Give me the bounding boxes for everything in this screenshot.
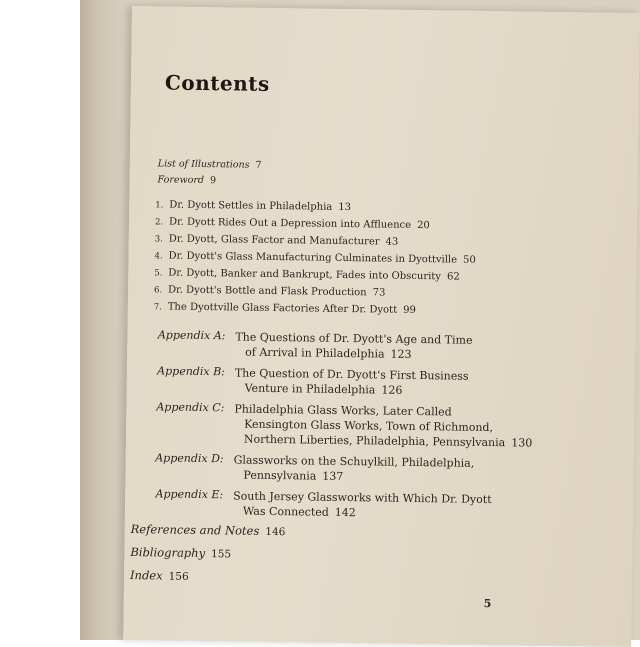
chapter-title: The Dyottville Glass Factories After Dr. Dyott <box>167 301 398 316</box>
appendix-entry <box>142 400 613 452</box>
appendix-entry <box>141 451 611 488</box>
appendix-line: The Question of Dr. Dyott's First Business <box>234 366 469 383</box>
front-matter-item <box>158 156 262 173</box>
appendix-text <box>233 452 573 487</box>
appendix-text <box>235 365 575 400</box>
chapter-number: 1. <box>155 200 164 211</box>
chapter-page: 20 <box>417 220 430 232</box>
appendix-line: Was Connected 142 <box>242 504 356 520</box>
appendix-line: of Arrival in Philadelphia 123 <box>245 345 412 361</box>
front-matter-label: Foreword <box>157 174 205 187</box>
back-matter-label: Index <box>129 568 163 583</box>
back-matter-label: References and Notes <box>130 522 260 538</box>
page-number: 5 <box>483 596 492 611</box>
back-matter-item <box>130 541 285 566</box>
front-matter-page: 7 <box>255 159 262 171</box>
chapter-number: 7. <box>153 302 162 313</box>
chapter-number: 5. <box>154 268 163 279</box>
chapter-title: Dr. Dyott Rides Out a Depression into Affluence <box>168 216 412 231</box>
appendix-list <box>141 328 614 530</box>
appendix-entry <box>143 328 613 365</box>
back-matter-item <box>130 564 285 589</box>
back-matter-label: Bibliography <box>130 545 206 561</box>
front-matter-label: List of Illustrations <box>157 158 250 171</box>
back-matter-page: 156 <box>168 570 189 583</box>
front-matter-item <box>157 172 261 189</box>
appendix-line: South Jersey Glassworks with Which Dr. Dyott <box>233 489 492 507</box>
appendix-page: 137 <box>322 469 344 483</box>
appendix-line: The Questions of Dr. Dyott's Age and Time <box>235 330 473 347</box>
chapter-page: 50 <box>462 254 476 266</box>
appendix-page: 142 <box>334 505 356 520</box>
page-title: Contents <box>164 70 270 96</box>
appendix-text <box>234 401 575 451</box>
chapter-page: 62 <box>446 271 460 283</box>
appendix-label: Appendix E: <box>155 487 224 502</box>
appendix-entry <box>143 364 613 401</box>
appendix-label: Appendix B: <box>157 364 225 379</box>
appendix-line: Glassworks on the Schuylkill, Philadelphia, <box>233 453 475 470</box>
chapter-title: Dr. Dyott's Glass Manufacturing Culminates in Dyottville <box>168 250 458 266</box>
appendix-line: Pennsylvania 137 <box>243 468 344 483</box>
front-matter-list <box>157 156 261 189</box>
appendix-text <box>233 488 573 523</box>
chapter-number: 2. <box>154 217 164 228</box>
appendix-text <box>235 329 575 364</box>
back-matter-page: 155 <box>211 548 232 561</box>
appendix-line: Kensington Glass Works, Town of Richmond, <box>244 417 494 435</box>
appendix-label: Appendix A: <box>157 328 226 343</box>
chapter-page: 99 <box>403 304 416 316</box>
back-matter-item <box>131 518 286 543</box>
back-matter-page: 146 <box>265 525 286 539</box>
book-page <box>123 6 640 647</box>
chapter-list <box>154 196 477 319</box>
appendix-page: 126 <box>381 383 403 397</box>
appendix-page: 130 <box>511 436 533 450</box>
chapter-entry <box>154 298 476 319</box>
chapter-number: 4. <box>154 251 163 262</box>
chapter-page: 73 <box>372 287 386 299</box>
chapter-page: 43 <box>385 236 399 248</box>
chapter-page: 13 <box>338 201 352 214</box>
appendix-line: Philadelphia Glass Works, Later Called <box>234 402 452 419</box>
chapter-title: Dr. Dyott, Banker and Bankrupt, Fades into Obscurity <box>168 267 442 283</box>
chapter-title: Dr. Dyott Settles in Philadelphia <box>169 199 333 213</box>
back-matter-list <box>130 518 286 589</box>
appendix-line: Venture in Philadelphia 126 <box>244 381 403 397</box>
appendix-label: Appendix D: <box>155 451 224 466</box>
front-matter-page: 9 <box>209 175 217 187</box>
chapter-title: Dr. Dyott, Glass Factor and Manufacturer <box>168 233 380 248</box>
appendix-page: 123 <box>390 347 412 361</box>
appendix-label: Appendix C: <box>156 400 225 415</box>
appendix-line: Northern Liberties, Philadelphia, Pennsylvania 130 <box>243 432 533 450</box>
chapter-number: 3. <box>154 234 163 245</box>
chapter-title: Dr. Dyott's Bottle and Flask Production <box>167 284 367 299</box>
chapter-number: 6. <box>153 285 163 296</box>
